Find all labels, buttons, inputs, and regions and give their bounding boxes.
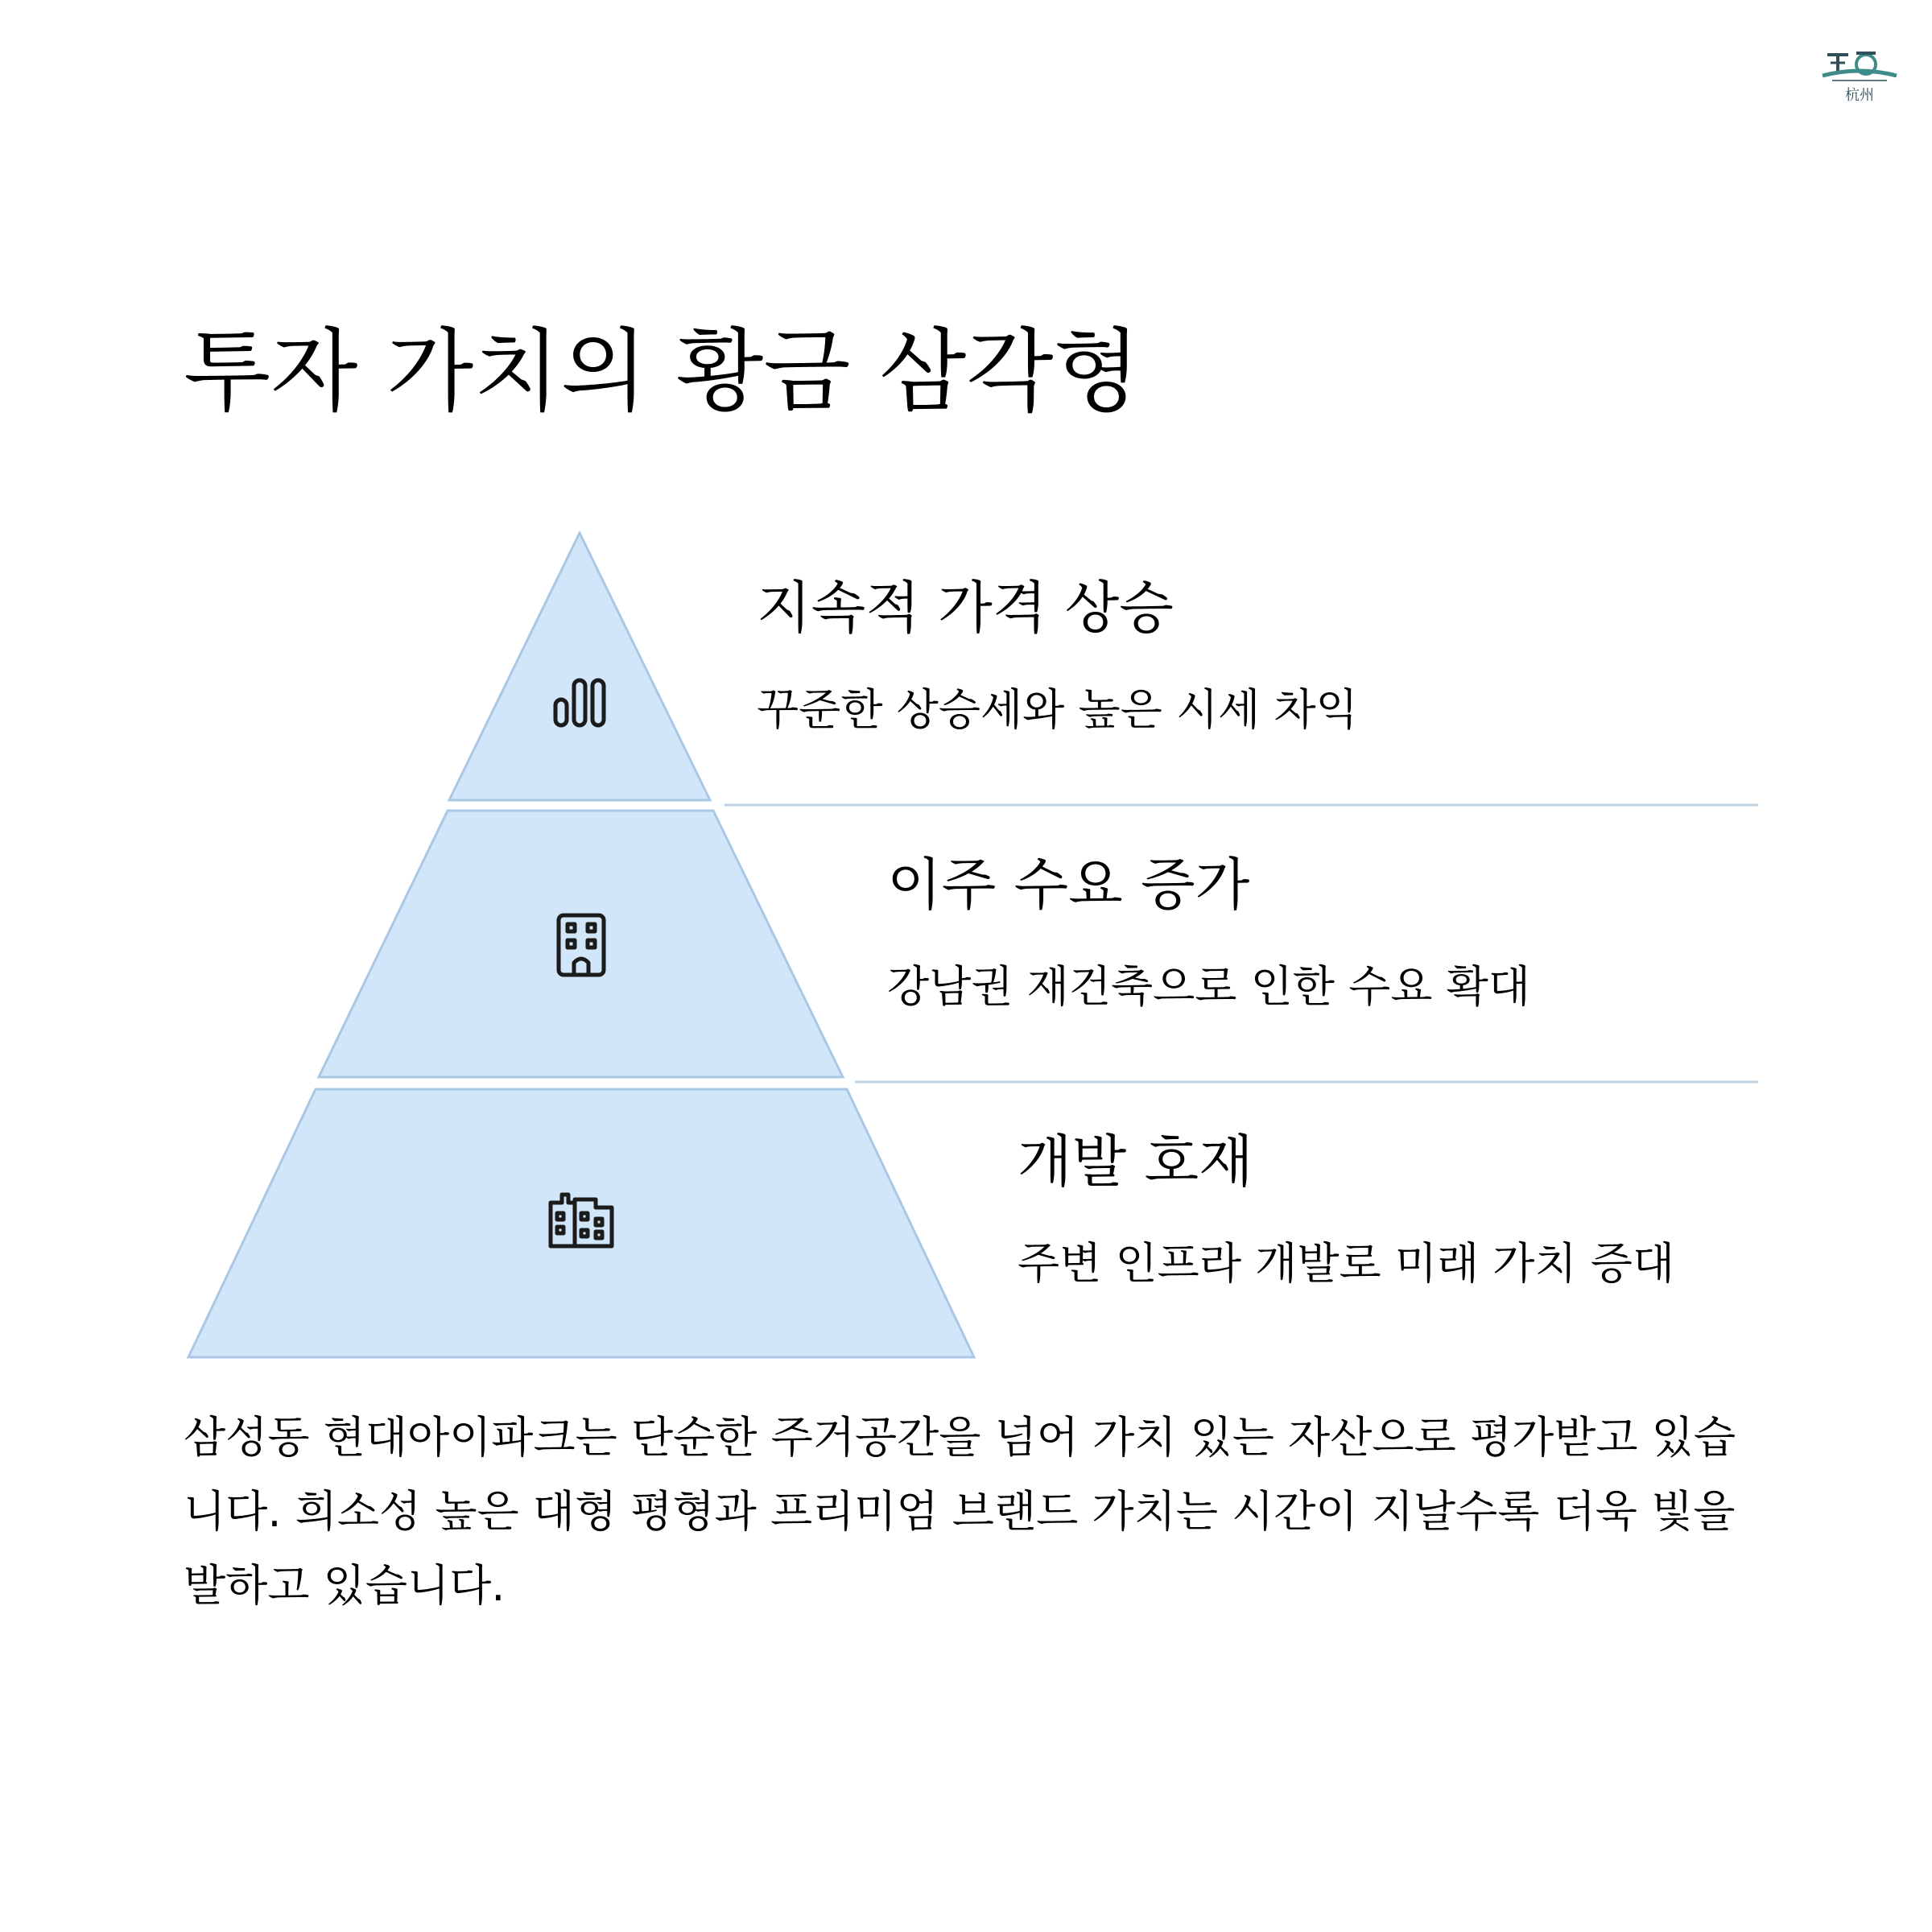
pyramid-tier-top — [449, 533, 710, 800]
summary-paragraph: 삼성동 현대아이파크는 단순한 주거공간을 넘어 가치 있는 자산으로 평가받고 있습니다. 희소성 높은 대형 평형과 프리미엄 브랜드 가치는 시간이 지날수록 더욱 빛을 발하고 있습니다. — [184, 1412, 1736, 1611]
tier-3-title: 개발 호재 — [1018, 1129, 1253, 1195]
tier-1-description: 꾸준한 상승세와 높은 시세 차익 — [757, 684, 1358, 735]
tier-2-description: 강남권 재건축으로 인한 수요 확대 — [887, 961, 1530, 1012]
tier-1-title: 지속적 가격 상승 — [757, 575, 1174, 641]
page-title: 투자 가치의 황금 삼각형 — [184, 320, 1141, 424]
logo-text: 杭州 — [1845, 87, 1874, 104]
pyramid-tier-middle — [319, 811, 843, 1077]
pyramid-tier-bottom — [188, 1089, 974, 1357]
tier-2-title: 이주 수요 증가 — [887, 852, 1250, 918]
tier-3-description: 주변 인프라 개발로 미래 가치 증대 — [1018, 1238, 1675, 1289]
